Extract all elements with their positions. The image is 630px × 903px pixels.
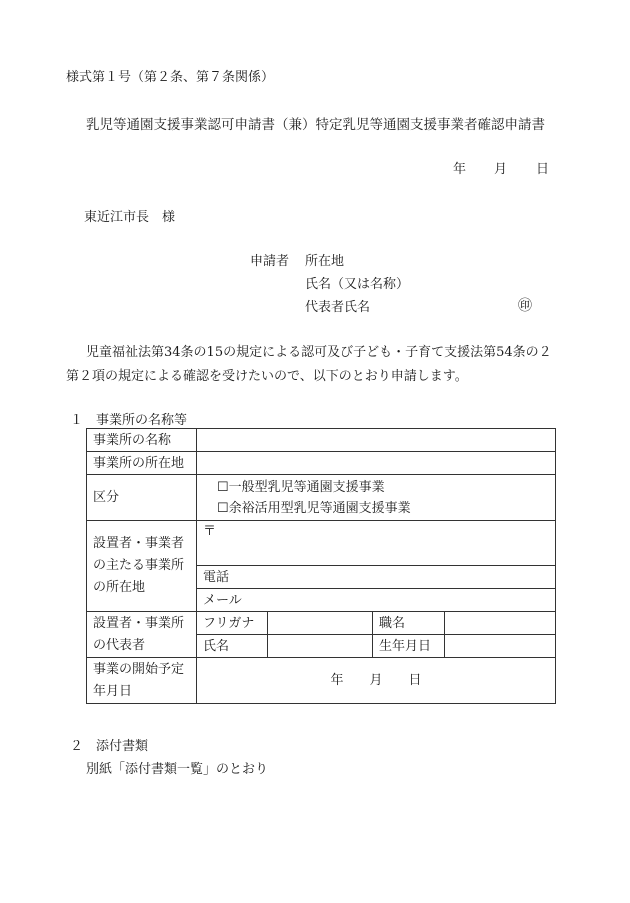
facility-info-table — [86, 428, 556, 704]
date-day: 日 — [536, 162, 550, 177]
start-date-field[interactable]: 年 月 日 — [197, 658, 556, 704]
facility-name-label: 事業所の名称 — [87, 429, 197, 452]
rep-name-field[interactable] — [268, 635, 373, 658]
postal-mark: 〒 — [203, 524, 217, 539]
phone-label: 電話 — [203, 569, 230, 585]
furigana-label: フリガナ — [197, 612, 268, 635]
seal-mark: ㊞ — [518, 298, 532, 314]
applicant-name-label: 氏名（又は名称） — [305, 277, 410, 292]
email-field[interactable] — [197, 589, 556, 612]
start-date-label: 事業の開始予定年月日 — [87, 658, 197, 704]
dob-label: 生年月日 — [373, 635, 445, 658]
applicant-label: 申請者 — [250, 254, 290, 269]
owner-address-label: 設置者・事業者の主たる事業所の所在地 — [87, 521, 197, 612]
body-text-line-1: 児童福祉法第34条の15の規定による認可及び子ども・子育て支援法第54条の２ — [86, 345, 552, 360]
representative-label: 設置者・事業所の代表者 — [87, 612, 197, 658]
section2-content: 別紙「添付書類一覧」のとおり — [86, 762, 269, 777]
category-option-general[interactable]: ☐一般型乳児等通園支援事業 — [217, 479, 385, 495]
email-label: メール — [203, 592, 242, 608]
section2-heading: ２ 添付書類 — [70, 739, 149, 754]
postal-field — [197, 521, 556, 566]
facility-name-field[interactable] — [197, 429, 556, 452]
category-option-surplus[interactable]: ☐余裕活用型乳児等通園支援事業 — [217, 500, 411, 516]
facility-address-field[interactable] — [197, 452, 556, 475]
applicant-rep-label: 代表者氏名 — [305, 300, 371, 315]
date-month: 月 — [494, 162, 508, 177]
job-title-field[interactable] — [445, 612, 556, 635]
body-text-line-2: 第２項の規定による確認を受けたいので、以下のとおり申請します。 — [66, 369, 468, 384]
addressee: 東近江市長 様 — [84, 210, 176, 225]
dob-field[interactable] — [445, 635, 556, 658]
phone-field[interactable] — [197, 566, 556, 589]
page-title: 乳児等通園支援事業認可申請書（兼）特定乳児等通園支援事業者確認申請書 — [86, 117, 545, 133]
form-number: 様式第１号（第２条、第７条関係） — [66, 70, 275, 85]
rep-name-label: 氏名 — [197, 635, 268, 658]
category-label: 区分 — [87, 475, 197, 521]
applicant-address-label: 所在地 — [305, 254, 345, 269]
section1-heading: １ 事業所の名称等 — [70, 413, 188, 428]
furigana-field[interactable] — [268, 612, 373, 635]
facility-address-label: 事業所の所在地 — [87, 452, 197, 475]
date-year: 年 — [453, 162, 467, 177]
job-title-label: 職名 — [373, 612, 445, 635]
